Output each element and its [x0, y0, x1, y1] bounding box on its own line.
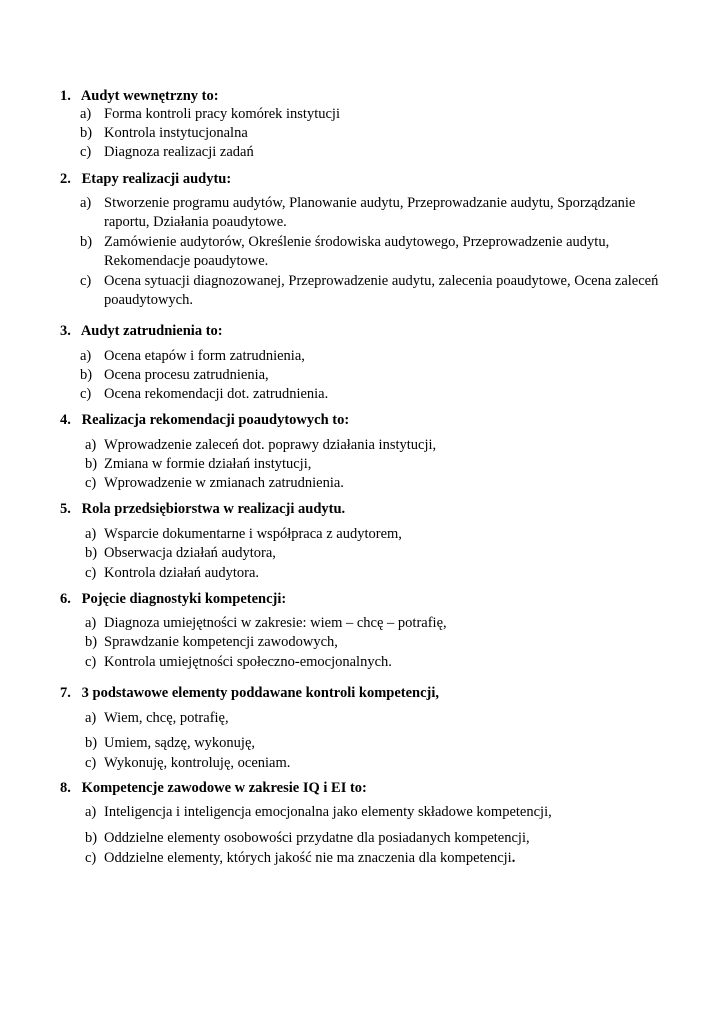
- option-label: b): [85, 735, 98, 751]
- option-label: c): [85, 565, 97, 581]
- option-label: a): [80, 348, 92, 364]
- question-2-option-a: [80, 194, 670, 232]
- question-6-option-b: [85, 633, 670, 652]
- question-title: Etapy realizacji audytu:: [81, 171, 232, 187]
- question-8-option-a: [85, 803, 670, 822]
- option-text: Oddzielne elementy osobowości przydatne dla posiadanych kompetencji,: [104, 830, 530, 846]
- question-title: Pojęcie diagnostyki kompetencji:: [81, 591, 287, 607]
- option-label: b): [85, 456, 98, 472]
- option-text: Wsparcie dokumentarne i współpraca z audytorem,: [104, 526, 402, 542]
- option-text: Ocena procesu zatrudnienia,: [104, 367, 269, 383]
- question-2-option-c: [80, 272, 670, 310]
- question-3-option-c: [80, 385, 670, 404]
- option-text: Ocena etapów i form zatrudnienia,: [104, 348, 305, 364]
- question-3-option-b: [80, 366, 670, 385]
- question-1-heading: [60, 88, 219, 105]
- option-label: c): [85, 850, 97, 866]
- trailing-period: .: [511, 850, 516, 866]
- question-number: 6.: [60, 591, 71, 607]
- option-text: Ocena rekomendacji dot. zatrudnienia.: [104, 386, 329, 402]
- option-text: Kontrola instytucjonalna: [104, 125, 248, 141]
- option-label: b): [85, 634, 98, 650]
- question-1-option-a: [80, 105, 670, 124]
- question-number: 1.: [60, 88, 71, 104]
- option-label: b): [80, 234, 93, 250]
- question-3-option-a: [80, 347, 670, 366]
- option-label: a): [85, 804, 97, 820]
- question-8-heading: [60, 780, 367, 797]
- option-text: Wykonuję, kontroluję, oceniam.: [104, 755, 291, 771]
- option-label: a): [85, 615, 97, 631]
- option-label: c): [85, 475, 97, 491]
- question-6-heading: [60, 591, 286, 608]
- question-1-option-c: [80, 143, 670, 162]
- option-label: c): [85, 654, 97, 670]
- option-label: a): [85, 526, 97, 542]
- question-5-option-b: [85, 544, 670, 563]
- question-6-option-a: [85, 614, 670, 633]
- option-text: Umiem, sądzę, wykonuję,: [104, 735, 256, 751]
- option-label: b): [80, 125, 93, 141]
- option-label: c): [80, 386, 92, 402]
- question-5-heading: [60, 501, 345, 518]
- option-text: Wiem, chcę, potrafię,: [104, 710, 229, 726]
- question-3-heading: [60, 323, 223, 340]
- question-title: 3 podstawowe elementy poddawane kontroli kompetencji,: [81, 685, 440, 701]
- question-8-option-c: [85, 849, 670, 868]
- option-label: a): [85, 710, 97, 726]
- option-label: c): [85, 755, 97, 771]
- option-label: c): [80, 144, 92, 160]
- option-text: Kontrola umiejętności społeczno-emocjonalnych.: [104, 654, 392, 670]
- option-text: Ocena sytuacji diagnozowanej, Przeprowadzenie audytu, zalecenia poaudytowe, Ocena zaleceń poaudytowych.: [104, 273, 659, 308]
- question-number: 2.: [60, 171, 71, 187]
- question-2-heading: [60, 171, 231, 188]
- question-number: 7.: [60, 685, 71, 701]
- question-title: Rola przedsiębiorstwa w realizacji audytu.: [81, 501, 346, 517]
- option-text: Sprawdzanie kompetencji zawodowych,: [104, 634, 338, 650]
- option-text: Stworzenie programu audytów, Planowanie audytu, Przeprowadzanie audytu, Sporządzanie raportu, Działania poaudytowe.: [104, 195, 636, 230]
- option-text: Zamówienie audytorów, Określenie środowiska audytowego, Przeprowadzenie audytu, Rekomendacje poaudytowe.: [104, 234, 610, 269]
- question-4-heading: [60, 412, 349, 429]
- question-title: Kompetencje zawodowe w zakresie IQ i EI to:: [81, 780, 367, 796]
- question-number: 5.: [60, 501, 71, 517]
- question-6-option-c: [85, 653, 670, 672]
- question-number: 3.: [60, 323, 71, 339]
- question-number: 8.: [60, 780, 71, 796]
- question-8-option-b: [85, 829, 670, 848]
- option-text: Oddzielne elementy, których jakość nie ma znaczenia dla kompetencji: [104, 850, 512, 866]
- option-text: Wprowadzenie w zmianach zatrudnienia.: [104, 475, 344, 491]
- option-text: Diagnoza realizacji zadań: [104, 144, 254, 160]
- question-7-option-c: [85, 754, 670, 773]
- option-text: Obserwacja działań audytora,: [104, 545, 276, 561]
- option-label: b): [80, 367, 93, 383]
- question-4-option-c: [85, 474, 670, 493]
- question-1-option-b: [80, 124, 670, 143]
- question-4-option-b: [85, 455, 670, 474]
- question-7-option-a: [85, 709, 670, 728]
- option-label: a): [80, 106, 92, 122]
- question-title: Audyt wewnętrzny to:: [80, 88, 219, 104]
- option-label: a): [85, 437, 97, 453]
- question-number: 4.: [60, 412, 71, 428]
- question-5-option-a: [85, 525, 670, 544]
- question-title: Realizacja rekomendacji poaudytowych to:: [81, 412, 350, 428]
- option-text: Inteligencja i inteligencja emocjonalna jako elementy składowe kompetencji,: [104, 804, 552, 820]
- option-label: a): [80, 195, 92, 211]
- option-text: Zmiana w formie działań instytucji,: [104, 456, 312, 472]
- question-7-option-b: [85, 734, 670, 753]
- option-label: b): [85, 545, 98, 561]
- option-text: Kontrola działań audytora.: [104, 565, 260, 581]
- question-7-heading: [60, 685, 439, 702]
- question-2-option-b: [80, 233, 670, 271]
- question-5-option-c: [85, 564, 670, 583]
- option-text: Diagnoza umiejętności w zakresie: wiem – chcę – potrafię,: [104, 615, 447, 631]
- option-text: Forma kontroli pracy komórek instytucji: [104, 106, 340, 122]
- option-label: b): [85, 830, 98, 846]
- question-title: Audyt zatrudnienia to:: [80, 323, 223, 339]
- question-4-option-a: [85, 436, 670, 455]
- option-text: Wprowadzenie zaleceń dot. poprawy działania instytucji,: [104, 437, 437, 453]
- option-label: c): [80, 273, 92, 289]
